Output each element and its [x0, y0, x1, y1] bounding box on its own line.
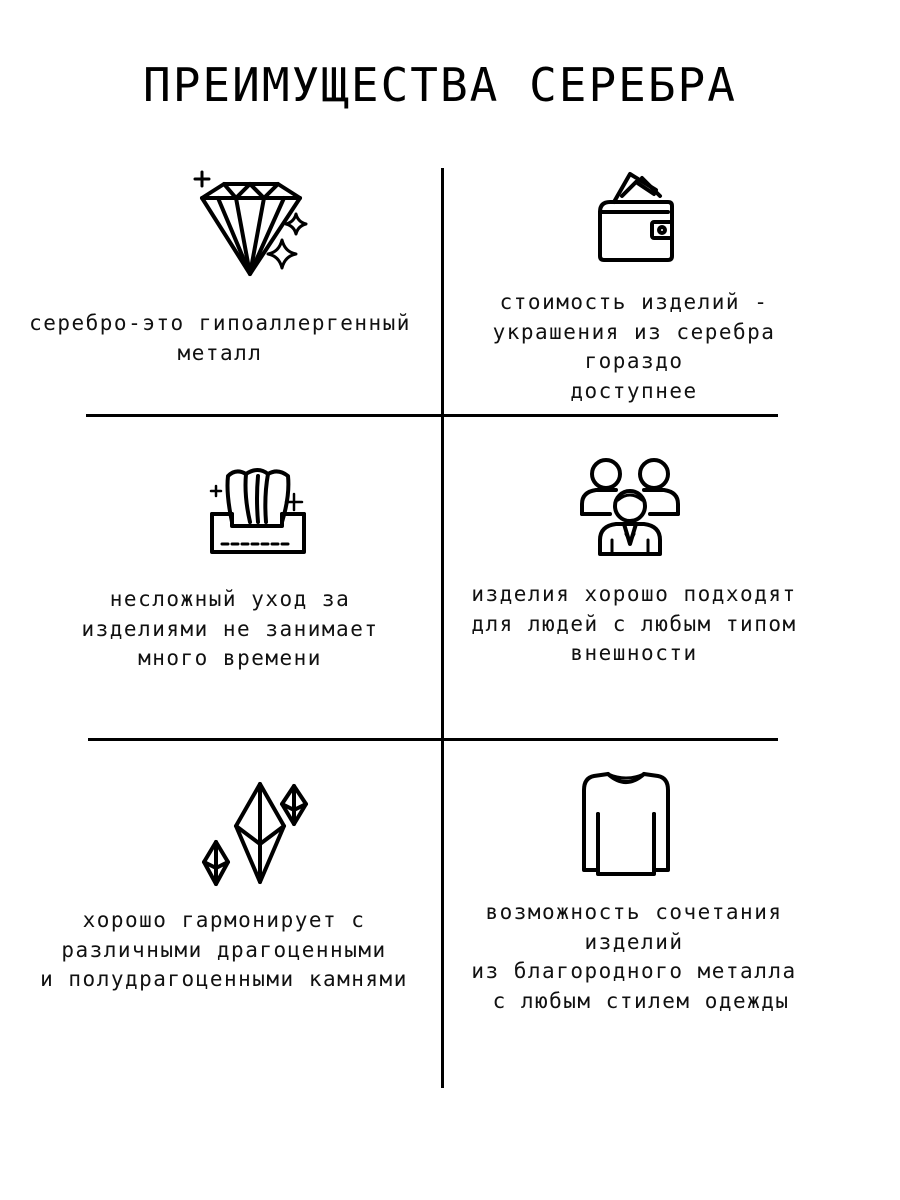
sweater-icon — [578, 768, 674, 880]
caption-gemstones: хорошо гармонирует с различными драгоценными и полудрагоценными камнями — [40, 908, 408, 991]
caption-hypoallergenic: серебро-это гипоаллергенный металл — [29, 311, 411, 365]
caption-any-appearance: изделия хорошо подходят для людей с любым типом внешности — [471, 582, 797, 665]
caption-easy-care: несложный уход за изделиями не занимает много времени — [81, 587, 379, 670]
gemstones-icon — [200, 778, 312, 890]
horizontal-divider-top — [86, 414, 778, 417]
caption-any-style: возможность сочетания изделий из благородного металла с любым стилем одежды — [471, 900, 797, 1013]
people-group-icon — [578, 454, 682, 558]
diamond-sparkle-icon — [188, 166, 312, 282]
tissue-box-icon — [206, 462, 310, 558]
page-title: ПРЕИМУЩЕСТВА СЕРЕБРА — [143, 58, 737, 112]
caption-affordable: стоимость изделий - украшения из серебра гораздо доступнее — [492, 290, 776, 403]
horizontal-divider-bottom — [88, 738, 778, 741]
wallet-icon — [596, 168, 680, 264]
